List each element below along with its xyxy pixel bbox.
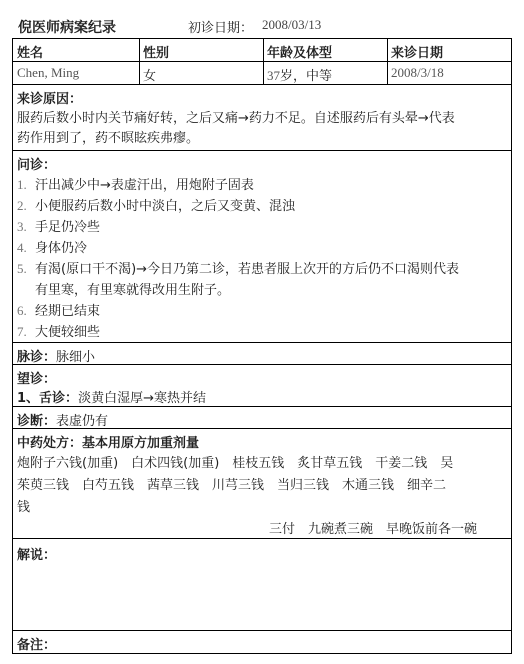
tongue-diagnosis: 1、舌诊：淡黄白湿厚→寒热并结 [17, 391, 206, 406]
inspection-section [13, 364, 511, 407]
dosage-instructions: 三付 九碗煮三碗 早晚饭前各一碗 [269, 522, 478, 537]
patient-info-grid [13, 39, 511, 85]
prescription-line: 钱 [17, 500, 31, 515]
inquiry-item: 3. 手足仍冷些 [17, 219, 101, 235]
visit-date: 2008/3/18 [391, 65, 444, 80]
pulse-section [13, 342, 511, 365]
patient-gender: 女 [143, 69, 157, 84]
reason-label: 来诊原因： [17, 92, 83, 107]
inquiry-section [13, 150, 511, 343]
notes-label: 备注： [17, 638, 57, 653]
notes-section [13, 630, 511, 654]
reason-line: 药作用到了，药不暝眩疾弗瘳。 [17, 131, 200, 146]
record-title: 倪医师病案纪录 [18, 20, 116, 36]
prescription-label: 中药处方：基本用原方加重剂量 [17, 436, 200, 451]
age-number: 37 [267, 68, 280, 83]
record-table [12, 38, 512, 654]
inquiry-item: 2. 小便服药后数小时中淡白，之后又变黄、混浊 [17, 198, 296, 214]
age-header: 年龄及体型 [267, 46, 333, 61]
patient-name: Chen, Ming [17, 65, 80, 80]
diagnosis-label: 诊断： [17, 414, 57, 429]
record-header [12, 12, 512, 38]
diagnosis-text: 表虚仍有 [56, 414, 109, 429]
first-visit-date: 2008/03/13 [262, 17, 322, 32]
explanation-label: 解说： [17, 548, 57, 563]
inquiry-item: 4. 身体仍冷 [17, 240, 88, 256]
inquiry-label: 问诊： [17, 158, 57, 173]
prescription-section [13, 428, 511, 539]
inquiry-item-continuation: 有里寒，有里寒就得改用生附子。 [35, 283, 231, 298]
reason-line: 服药后数小时内关节痛好转，之后又痛→药力不足。自述服药后有头晕→代表 [17, 111, 455, 126]
patient-age [263, 62, 387, 84]
prescription-line: 茱萸三钱 白芍五钱 茜草三钱 川芎三钱 当归三钱 木通三钱 细辛二 [17, 478, 447, 493]
first-visit-label: 初诊日期： [188, 21, 254, 36]
diagnosis-section [13, 406, 511, 429]
pulse-label: 脉诊： [17, 350, 57, 365]
inquiry-item: 6. 经期已结束 [17, 303, 101, 319]
inspection-label: 望诊： [17, 372, 57, 387]
inquiry-item: 5. 有渴(原口干不渴)→今日乃第二诊，若患者服上次开的方后仍不口渴则代表 [17, 261, 460, 277]
pulse-text: 脉细小 [56, 350, 96, 365]
inquiry-item: 7. 大便较细些 [17, 324, 101, 340]
prescription-line: 炮附子六钱(加重) 白术四钱(加重) 桂枝五钱 炙甘草五钱 干姜二钱 吴 [17, 456, 454, 471]
age-description: 岁，中等 [280, 69, 333, 84]
visit-date-header: 来诊日期 [391, 46, 444, 61]
gender-header: 性别 [143, 46, 170, 61]
inquiry-item: 1. 汗出减少中→表虚汗出，用炮附子固表 [17, 177, 254, 193]
name-header: 姓名 [17, 46, 44, 61]
explanation-section [13, 538, 511, 631]
reason-section [13, 84, 511, 153]
